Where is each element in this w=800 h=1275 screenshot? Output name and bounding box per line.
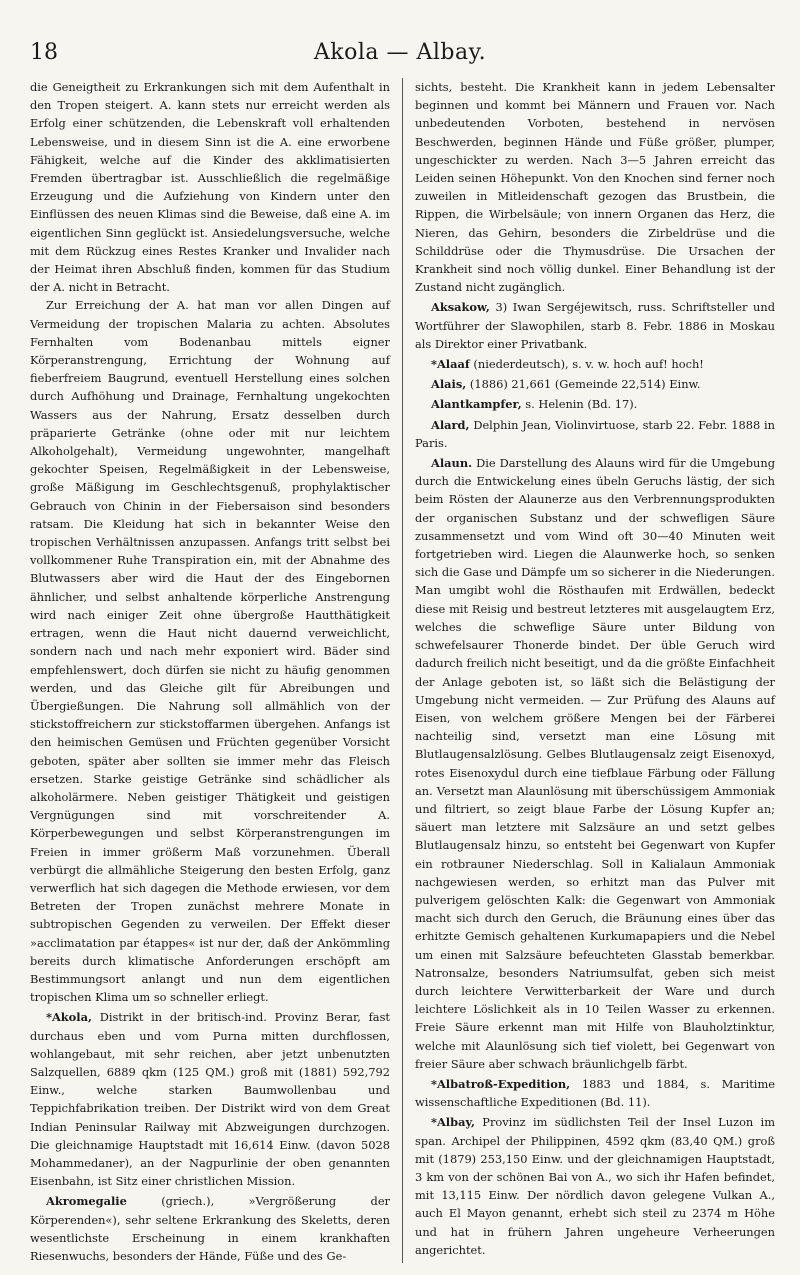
entry-akromegalie-continued: sichts, besteht. Die Krankheit kann in jedem Lebensalter beginnen und kommt bei Männern und Frauen vor. Nach unbedeutenden Vorboten, bestehend in nervösen Beschwerden, beginnen Hände und Füße größer, plumper, ungeschickter zu werden. Nach 3—5 Jahren erreicht das Leiden seinen Höhepunkt. Von den Knochen sind ferner noch zuweilen in Mitleidenschaft gezogen das Brustbein, die Rippen, die Wirbelsäule; von innern Organen das Herz, die Nieren, das Gehirn, besonders die Zirbeldrüse und die Schilddrüse oder die Thymusdrüse. Die Ursachen der Krankheit sind noch völlig dunkel. Einer Behandlung ist der Zustand nicht zugänglich. xyxy=(415,80,775,295)
page-number: 18 xyxy=(30,40,58,65)
running-title: Akola — Albay. xyxy=(313,40,487,65)
headword-akromegalie: Akromegalie xyxy=(46,1194,127,1209)
entry-albay xyxy=(415,1113,775,1259)
entry-albay-text: Provinz im südlichsten Teil der Insel Luzon im span. Archipel der Philippinen, 4592 qkm (83,40 QM.) groß mit (1879) 253,150 Einw. und der gleichnamigen Hauptstadt, 3 km von der schönen Bai von A., wo sich ihr Hafen befindet, mit 13,115 Einw. Der nördlich davon gelegene Vulkan A., auch El Mayon genannt, erhebt sich steil zu 2374 m Höhe und hat in frühern Jahren ungeheure Verheerungen angerichtet. xyxy=(415,1115,776,1257)
entry-akola-text: Distrikt in der britisch-ind. Provinz Berar, fast durchaus eben und vom Purna mitten durchflossen, wohlangebaut, mit sehr reichen, aber jetzt unbenutzten Salzquellen, 6889 qkm (125 QM.) groß mit (1881) 592,792 Einw., welche starken Baumwollenbau und Teppichfabrikation treiben. Der Distrikt wird von dem Great Indian Peninsular Railway mit Abzweigungen durchzogen. Die gleichnamige Hauptstadt mit 16,614 Einw. (davon 5028 Mohammedaner), an der Nagpurlinie der oben genannten Eisenbahn, ist Sitz einer christlichen Mission. xyxy=(30,1010,391,1189)
entry-alaun xyxy=(415,454,775,1073)
entry-alard-text: Delphin Jean, Violinvirtuose, starb 22. Febr. 1888 in Paris. xyxy=(415,417,775,450)
entry-akola xyxy=(30,1008,390,1190)
headword-akola: *Akola, xyxy=(46,1010,92,1025)
headword-albatross-expedition: *Albatroß-Expedition, xyxy=(431,1076,571,1091)
entry-akromegalie xyxy=(30,1192,390,1265)
entry-albatross-expedition-text: 1883 und 1884, s. Maritime wissenschaftliche Expeditionen (Bd. 11). xyxy=(415,1076,775,1110)
entry-albatross-expedition xyxy=(415,1075,775,1111)
headword-alais: Alais, xyxy=(431,377,467,392)
entry-alais-text: (1886) 21,661 (Gemeinde 22,514) Einw. xyxy=(469,377,701,392)
acclimatization-paragraph-2: Zur Erreichung der A. hat man vor allen Dingen auf Vermeidung der tropischen Malaria zu achten. Absolutes Fernhalten vom Bodenanbau mittels eigner Körperanstrengung, Errichtung der Wohnung auf fieberfreiem Baugrund, eventuell Herstellung eines solchen durch Aufhöhung und Drainage, Fernhaltung ungekochten Wassers aus der Nahrung, Ersatz desselben durch präparierte Getränke (ohne oder mit nur leichtem Alkoholgehalt), Vermeidung ungewohnter, mangelhaft gekochter Speisen, Regelmäßigkeit in der Lebensweise, große Mäßigung im Geschlechtsgenuß, prophylaktischer Gebrauch von Chinin in der Fiebersaison sind besonders ratsam. Die Kleidung hat sich in bekannter Weise den tropischen Verhältnissen anzupassen. Anfangs tritt selbst bei vollkommener Ruhe Transpiration ein, mit der Abnahme des Blutwassers aber wird die Haut der des Eingebornen ähnlicher, und selbst anhaltende körperliche Anstrengung wird nach einiger Zeit ohne übergroße Hautthätigkeit ertragen, wenn die Haut nicht dauernd verweichlicht, sondern nach und nach mehr exponiert wird. Bäder sind empfehlenswert, doch dürfen sie nicht zu häufig genommen werden, und das Gleiche gilt für Abreibungen und Übergießungen. Die Nahrung soll allmählich von der stickstoffreichern zur stickstoffarmen übergehen. Anfangs ist den heimischen Gemüsen und Früchten gegenüber Vorsicht geboten, später aber sollten sie immer mehr das Fleisch ersetzen. Starke geistige Getränke sind schädlicher als alkoholärmere. Neben geistiger Thätigkeit und geistigen Vergnügungen sind mit vorschreitender A. Körperbewegungen und selbst Körperanstrengungen im Freien in immer größerm Maß vorzunehmen. Überall verbürgt die allmähliche Steigerung den besten Erfolg, ganz verwerflich hat sich dagegen die Methode erwiesen, vor dem Betreten der Tropen zunächst mehrere Monate in subtropischen Gegenden zu verweilen. Der Effekt dieser »acclimatation par étappes« ist nur der, daß der Ankömmling bereits durch klimatische Anforderungen erschöpft am Bestimmungsort anlangt und nun dem eigentlichen tropischen Klima um so schneller erliegt. xyxy=(30,298,390,1005)
right-column xyxy=(415,78,775,1259)
left-column xyxy=(30,78,390,1265)
headword-alantkampfer: Alantkampfer, xyxy=(431,397,522,412)
page-header xyxy=(30,40,770,70)
headword-alaaf: *Alaaf xyxy=(431,357,470,372)
entry-alantkampfer xyxy=(415,395,775,413)
entry-alaaf-text: (niederdeutsch), s. v. w. hoch auf! hoch! xyxy=(473,357,704,372)
column-divider xyxy=(402,78,403,1263)
entry-alaaf xyxy=(415,355,775,373)
entry-alantkampfer-text: s. Helenin (Bd. 17). xyxy=(525,397,638,412)
headword-alard: Alard, xyxy=(431,417,470,432)
acclimatization-paragraph-1: die Geneigtheit zu Erkrankungen sich mit dem Aufenthalt in den Tropen steigert. A. kann stets nur erreicht werden als Erfolg einer schützenden, die Lebenskraft voll erhaltenden Lebensweise, und in diesem Sinn ist die A. eine erworbene Fähigkeit, welche auf die Kinder des akklimatisierten Fremden übertragbar ist. Ausschließlich die regelmäßige Erzeugung und die Aufziehung von Kindern unter den Einflüssen des neuen Klimas sind die Beweise, daß eine A. im eigentlichen Sinn geglückt ist. Ansiedelungsversuche, welche mit dem Rückzug eines Restes Kranker und Invalider nach der Heimat ihren Abschluß finden, kommen für das Studium der A. nicht in Betracht. xyxy=(30,80,390,295)
headword-aksakow: Aksakow, xyxy=(431,300,490,315)
entry-aksakow-text: 3) Iwan Sergéjewitsch, russ. Schriftsteller und Wortführer der Slawophilen, starb 8. Febr. 1886 in Moskau als Direktor einer Privatbank. xyxy=(415,300,775,351)
entry-alaun-text: Die Darstellung des Alauns wird für die Umgebung durch die Entwickelung eines übeln Geruchs lästig, der sich beim Rösten der Alaunerze aus den Verbrennungsprodukten der organischen Substanz und der schwefligen Säure zusammensetzt und vom Wind oft 30—40 Minuten weit fortgetrieben wird. Liegen die Alaunwerke hoch, so senken sich die Gase und Dämpfe um so sicherer in die Niederungen. Man umgibt wohl die Rösthaufen mit Erdwällen, bedeckt diese mit Reisig und bestreut letzteres mit ausgelaugtem Erz, welches die schweflige Säure unter Bildung von schwefelsaurer Thonerde bindet. Der üble Geruch wird dadurch freilich nicht beseitigt, und da die größte Einfachheit der Anlage geboten ist, so läßt sich die Belästigung der Umgebung nicht vermeiden. — Zur Prüfung des Alauns auf Eisen, von welchem größere Mengen bei der Färberei nachteilig sind, versetzt man eine Lösung mit Blutlaugensalzlösung. Gelbes Blutlaugensalz zeigt Eisenoxyd, rotes Eisenoxydul durch eine tiefblaue Färbung oder Fällung an. Versetzt man Alaunlösung mit überschüssigem Ammoniak und filtriert, so zeigt blaue Farbe der Lösung Kupfer an; säuert man letztere mit Salzsäure an und setzt gelbes Blutlaugensalz hinzu, so entsteht bei Gegenwart von Kupfer ein rotbrauner Niederschlag. Soll in Kalialaun Ammoniak nachgewiesen werden, so erhitzt man das Pulver mit pulverigem gelöschten Kalk: die Gegenwart von Ammoniak macht sich durch den Geruch, die Bräunung eines über das erhitzte Gemisch gehaltenen Kurkumapapiers und die Nebel um einen mit Salzsäure befeuchteten Glasstab bemerkbar. Natronsalze, besonders Natriumsulfat, geben sich meist durch leichtere Verwitterbarkeit der Ware und durch leichtere Löslichkeit als in 10 Teilen Wasser zu erkennen. Freie Säure erkennt man mit Hilfe von Blauholztinktur, welche mit Alaunlösung sich tief violett, bei Gegenwart von freier Säure aber schwach bräunlichgelb färbt. xyxy=(415,456,775,1071)
entry-aksakow xyxy=(415,298,775,353)
entry-alard xyxy=(415,416,775,452)
headword-albay: *Albay, xyxy=(431,1115,475,1130)
entry-akromegalie-text: (griech.), »Vergrößerung der Körperenden«), sehr seltene Erkrankung des Skeletts, deren wesentlichste Erscheinung in einem krankhaften Riesenwuchs, besonders der Hände, Füße und des Ge- xyxy=(30,1194,391,1263)
headword-alaun: Alaun. xyxy=(431,456,473,471)
entry-alais xyxy=(415,375,775,393)
